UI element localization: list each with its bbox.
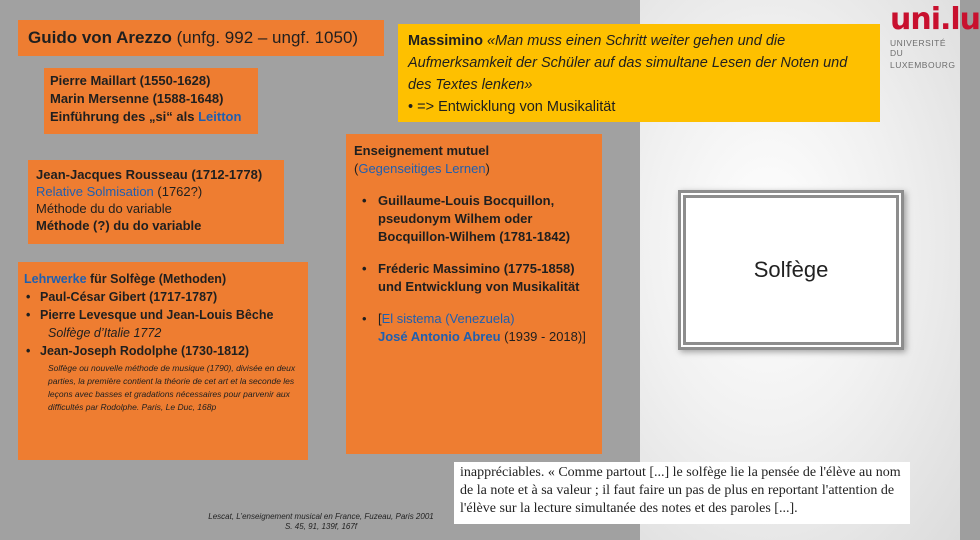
mutuel-subtitle: (Gegenseitiges Lernen) (354, 161, 490, 176)
solmisation-date: (1762?) (153, 184, 203, 199)
lehrwerke-list-2 (24, 342, 300, 360)
si-introduction-line (50, 108, 252, 126)
citation (192, 512, 450, 532)
relative-solmisation-link[interactable]: Relative Solmisation (36, 184, 154, 199)
mutuel-title: Enseignement mutuel (354, 143, 490, 158)
guido-box (18, 20, 384, 56)
french-quote-box (454, 462, 910, 524)
lehrwerke-box (18, 262, 308, 460)
list-item: • Pierre Levesque und Jean-Louis Bêche (24, 306, 300, 324)
abreu-link[interactable]: José Antonio Abreu (378, 329, 501, 344)
solfege-title: Solfège (753, 257, 829, 282)
enseignement-mutuel-box (346, 134, 602, 454)
french-quote-text: inappréciables. « Comme partout [...] le solfège lie la pensée de l'élève au nom de la note et à sa valeur ; il faut faire un pas de plus en reportant l'attention de l'élève sur la lecture simultanée des notes et des paroles [...]. (460, 465, 901, 516)
list-item: • Paul-César Gibert (1717-1787) (24, 288, 300, 306)
solfege-italie-line: Solfège d’Italie 1772 (48, 326, 162, 340)
maillart-box (44, 68, 258, 134)
methode-line: Méthode du do variable (36, 201, 172, 216)
list-item: • [El sistema (Venezuela) José Antonio Abreu (1939 - 2018)] (354, 310, 594, 346)
logo-mark: uni.lu (890, 2, 980, 37)
leitton-link[interactable]: Leitton (198, 109, 242, 124)
lehrwerke-heading (24, 270, 300, 288)
lehrwerke-link[interactable]: Lehrwerke (24, 272, 87, 286)
rousseau-box (28, 160, 284, 244)
list-item: • Fréderic Massimino (1775-1858) und Entwicklung von Musikalität (354, 260, 594, 296)
relative-solmisation-line (36, 183, 276, 200)
rousseau-name: Jean-Jacques Rousseau (1712-1778) (36, 167, 263, 182)
methode-question-line: Méthode (?) du do variable (36, 218, 202, 233)
logo-line-2: LUXEMBOURG (890, 60, 956, 70)
rodolphe-note: Solfège ou nouvelle méthode de musique (1790), divisée en deux parties, la première contient la théorie de cet art et la seconde les leçons avec basses et gradations nécessaires pour parvenir aux difficultés par Rodolphe. Paris, Le Duc, 168p (48, 363, 296, 412)
logo-line-1: UNIVERSITÉ DU (890, 38, 947, 58)
list-item: • Jean-Joseph Rodolphe (1730-1812) (24, 342, 300, 360)
citation-line-2: S. 45, 91, 139f, 167f (284, 522, 358, 531)
mutuel-list (354, 192, 594, 346)
massimino-name: Massimino (408, 33, 483, 49)
abreu-dates: (1939 - 2018) (500, 329, 583, 344)
solfege-frame (678, 190, 904, 350)
mersenne-line: Marin Mersenne (1588-1648) (50, 91, 224, 106)
uni-lu-logo (890, 2, 980, 70)
gegenseitiges-lernen-link[interactable]: Gegenseitiges Lernen (358, 161, 486, 176)
guido-dates: (unfg. 992 – ungf. 1050) (171, 28, 359, 47)
el-sistema-link[interactable]: El sistema (Venezuela) (381, 311, 515, 326)
guido-name: Guido von Arezzo (28, 28, 172, 47)
massimino-box (398, 24, 880, 122)
lehrwerke-list (24, 288, 300, 324)
maillart-line: Pierre Maillart (1550-1628) (50, 73, 211, 88)
massimino-quote: «Man muss einen Schritt weiter gehen und die Aufmerksamkeit der Schüler auf das simultane Lesen der Noten und des Textes lenken» (408, 33, 848, 93)
massimino-bullet: • => Entwicklung von Musikalität (408, 99, 616, 115)
list-item: • Guillaume-Louis Bocquillon, pseudonym Wilhem oder Bocquillon-Wilhem (1781-1842) (354, 192, 594, 246)
lehrwerke-heading-rest: für Solfège (Methoden) (86, 272, 227, 286)
si-text: Einführung des „si“ als (50, 109, 199, 124)
citation-line-1: Lescat, L’enseignement musical en France, Fuzeau, Paris 2001 (208, 512, 434, 521)
